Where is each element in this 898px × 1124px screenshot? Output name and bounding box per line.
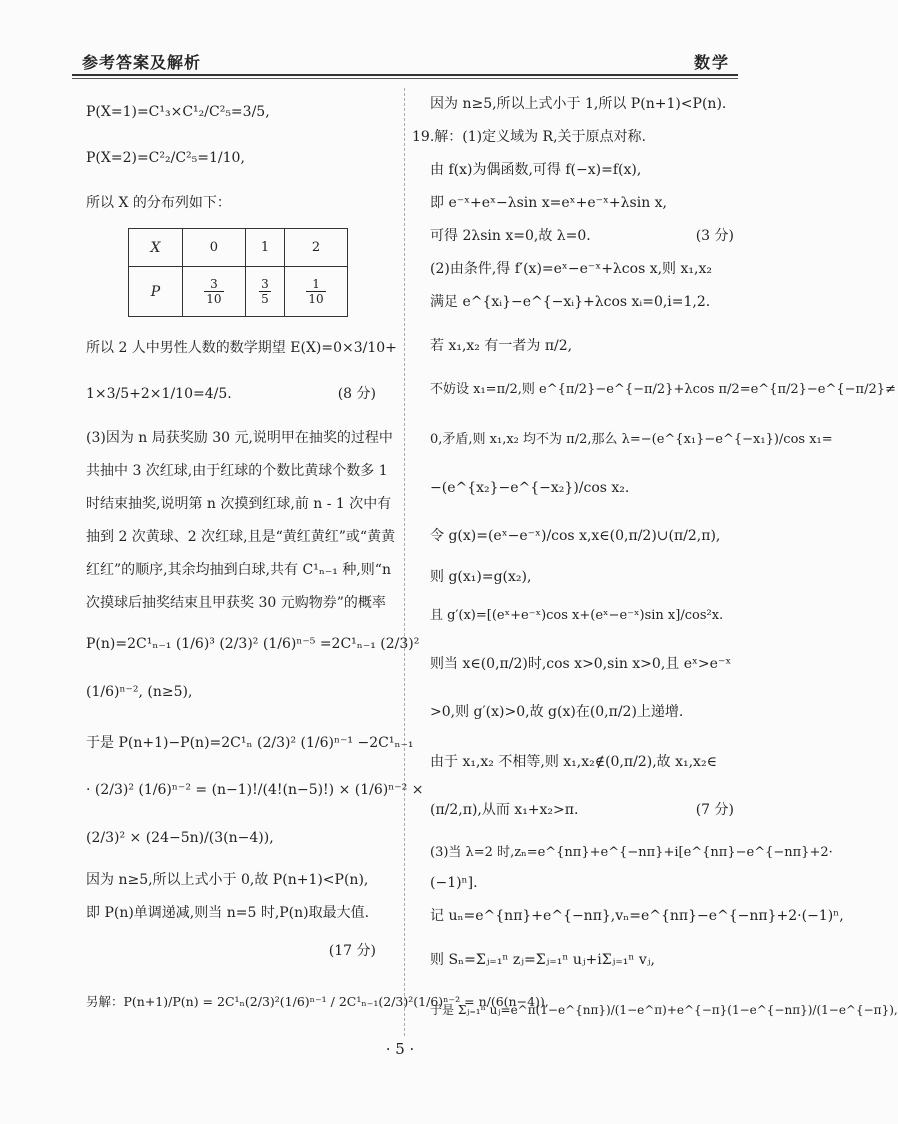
table-cell xyxy=(285,267,348,317)
table-row xyxy=(129,267,348,317)
text-line: 若 x₁,x₂ 有一者为 π/2, xyxy=(430,338,573,354)
fraction: $\frac{3}{10}$ xyxy=(206,277,222,306)
fraction: $\frac{3}{5}$ xyxy=(261,277,269,306)
header-subject: 数学 xyxy=(693,53,730,72)
expectation-result: 1×3/5+2×1/10=4/5. xyxy=(86,386,232,402)
text-line: −(e^{x₂}−e^{−x₂})/cos x₂. xyxy=(430,480,630,496)
table-row xyxy=(129,229,348,267)
text-line: (3)当 λ=2 时,zₙ=e^{nπ}+e^{−nπ}+i[e^{nπ}−e^{−nπ}+2· xyxy=(430,845,833,860)
table-cell: 0 xyxy=(183,229,246,267)
text-line: 可得 2λsin x=0,故 λ=0. xyxy=(430,228,591,244)
text-line: 即 P(n)单调递减,则当 n=5 时,P(n)取最大值. xyxy=(86,905,370,921)
eq-pn: P(n)=2C¹ₙ₋₁ (1/6)³ (2/3)² (1/6)ⁿ⁻⁵ =2C¹ₙ₋₁ (2/3)² xyxy=(86,636,420,652)
header-title: 参考答案及解析 xyxy=(82,53,202,72)
table-cell: 2 xyxy=(285,229,348,267)
page-header xyxy=(82,50,730,76)
text-line: 共抽中 3 次红球,由于红球的个数比黄球个数多 1 xyxy=(86,463,388,479)
text-line: 由于 x₁,x₂ 不相等,则 x₁,x₂∉(0,π/2),故 x₁,x₂∈ xyxy=(430,754,717,770)
text-line: 则 g(x₁)=g(x₂), xyxy=(430,569,532,585)
table-cell: P xyxy=(129,267,183,317)
eq-pn-cont: (1/6)ⁿ⁻², (n≥5), xyxy=(86,684,193,700)
text-line: 时结束抽奖,说明第 n 次摸到红球,前 n - 1 次中有 xyxy=(86,496,392,512)
expectation-line: 所以 2 人中男性人数的数学期望 E(X)=0×3/10+ xyxy=(86,340,397,356)
header-rule-thin xyxy=(72,78,738,79)
text-line: 因为 n≥5,所以上式小于 1,所以 P(n+1)<P(n). xyxy=(430,96,727,112)
score-mark: (7 分) xyxy=(695,802,734,818)
text-line: 0,矛盾,则 x₁,x₂ 均不为 π/2,那么 λ=−(e^{x₁}−e^{−x₁})/cos x₁= xyxy=(430,432,833,447)
eq-p-x1: P(X=1)=C¹₃×C¹₂/C²₅=3/5, xyxy=(86,104,270,120)
text-line: >0,则 g′(x)>0,故 g(x)在(0,π/2)上递增. xyxy=(430,704,684,720)
text-line: 满足 e^{xᵢ}−e^{−xᵢ}+λcos xᵢ=0,i=1,2. xyxy=(430,294,711,310)
text-line: 记 uₙ=e^{nπ}+e^{−nπ},vₙ=e^{nπ}−e^{−nπ}+2·(−1)ⁿ, xyxy=(430,908,844,924)
text-line: 于是 Σⱼ₌₁ⁿ uⱼ=e^π(1−e^{nπ})/(1−e^π)+e^{−π}(1−e^{−nπ})/(1−e^{−π}), xyxy=(430,1003,898,1017)
text-line: 由 f(x)为偶函数,可得 f(−x)=f(x), xyxy=(430,162,642,178)
text-line: 则 Sₙ=Σⱼ₌₁ⁿ zⱼ=Σⱼ₌₁ⁿ uⱼ+iΣⱼ₌₁ⁿ vⱼ, xyxy=(430,952,655,968)
text-line: 因为 n≥5,所以上式小于 0,故 P(n+1)<P(n), xyxy=(86,872,369,888)
text-line: 即 e⁻ˣ+eˣ−λsin x=eˣ+e⁻ˣ+λsin x, xyxy=(430,195,668,211)
header-rule xyxy=(72,74,738,76)
eq-diff-end: (2/3)² × (24−5n)/(3(n−4)), xyxy=(86,830,274,846)
text-line: 且 g′(x)=[(eˣ+e⁻ˣ)cos x+(eˣ−e⁻ˣ)sin x]/cos²x. xyxy=(430,608,724,623)
table-cell xyxy=(183,267,246,317)
problem-19: 19.解：(1)定义域为 R,关于原点对称. xyxy=(412,129,646,145)
score-mark: (3 分) xyxy=(695,228,734,244)
text-line: 抽到 2 次黄球、2 次红球,且是“黄红黄红”或“黄黄 xyxy=(86,529,396,545)
score-mark: (17 分) xyxy=(328,943,376,959)
fraction: $\frac{1}{10}$ xyxy=(308,277,324,306)
table-cell: X xyxy=(129,229,183,267)
eq-diff-cont: · (2/3)² (1/6)ⁿ⁻² = (n−1)!/(4!(n−5)!) × (1/6)ⁿ⁻² × xyxy=(86,782,424,798)
text-line: 次摸球后抽奖结束且甲获奖 30 元购物券”的概率 xyxy=(86,595,386,611)
alt-solution: 另解：P(n+1)/P(n) = 2C¹ₙ(2/3)²(1/6)ⁿ⁻¹ / 2C¹ₙ₋₁(2/3)²(1/6)ⁿ⁻² = n/(6(n−4)), xyxy=(86,994,549,1009)
text-line: 红红”的顺序,其余均抽到白球,共有 C¹ₙ₋₁ 种,则“n xyxy=(86,562,391,578)
text-line: 令 g(x)=(eˣ−e⁻ˣ)/cos x,x∈(0,π/2)∪(π/2,π), xyxy=(430,528,721,544)
text-line: (−1)ⁿ]. xyxy=(430,875,478,891)
score-mark: (8 分) xyxy=(337,386,376,402)
table-cell: 1 xyxy=(245,229,284,267)
text-line: 不妨设 x₁=π/2,则 e^{π/2}−e^{−π/2}+λcos π/2=e^{π/2}−e^{−π/2}≠ xyxy=(430,382,896,397)
distribution-table xyxy=(128,228,348,317)
column-divider xyxy=(404,88,405,1036)
dist-intro: 所以 X 的分布列如下： xyxy=(86,195,231,211)
eq-p-x2: P(X=2)=C²₂/C²₅=1/10, xyxy=(86,150,245,166)
text-line: (3)因为 n 局获奖励 30 元,说明甲在抽奖的过程中 xyxy=(86,430,393,446)
page-number: · 5 · xyxy=(385,1040,415,1058)
text-line: 则当 x∈(0,π/2)时,cos x>0,sin x>0,且 eˣ>e⁻ˣ xyxy=(430,656,732,672)
eq-diff: 于是 P(n+1)−P(n)=2C¹ₙ (2/3)² (1/6)ⁿ⁻¹ −2C¹ₙ₋₁ xyxy=(86,735,414,751)
table-cell xyxy=(245,267,284,317)
text-line: (π/2,π),从而 x₁+x₂>π. xyxy=(430,802,579,818)
text-line: (2)由条件,得 f′(x)=eˣ−e⁻ˣ+λcos x,则 x₁,x₂ xyxy=(430,261,712,277)
